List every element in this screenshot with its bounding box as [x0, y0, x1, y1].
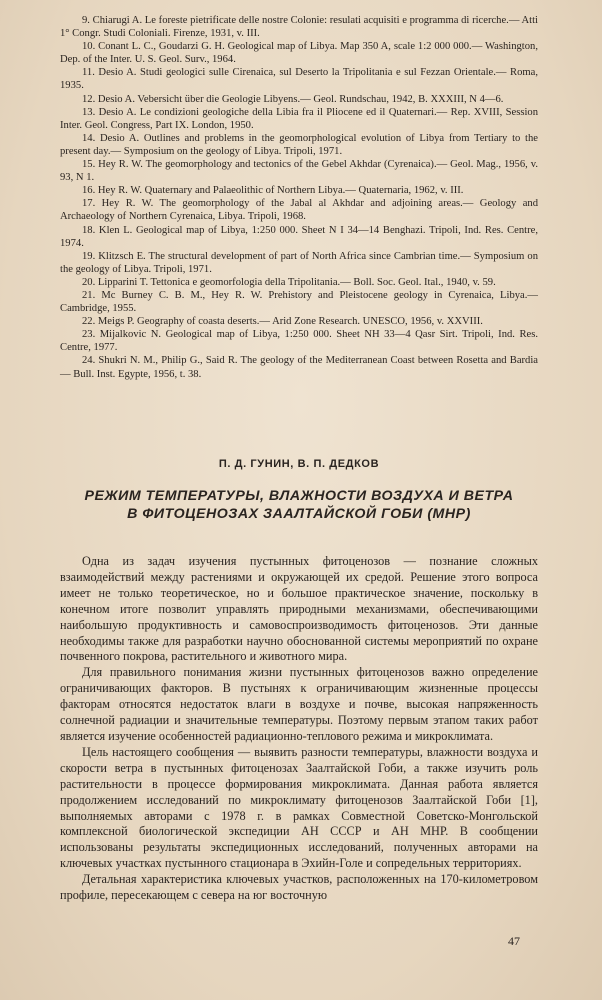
reference-list	[60, 14, 538, 381]
reference-item: 17. Hey R. W. The geomorphology of the Jabal al Akhdar and adjoining areas.— Geology and Archaeology of Northern Cyrenaica, Libya. Tripoli, 1968.	[60, 198, 538, 223]
reference-item: 14. Desio A. Outlines and problems in the geomorphological evolution of Libya from Tertiary to the present day.— Symposium on the geology of Libya. Tripoli, 1971.	[60, 132, 538, 157]
body-paragraph: Цель настоящего сообщения — выявить разности температуры, влажности воздуха и скорости ветра в пустынных фитоценозах Заалтайской Гоби, а также изучить роль растительности в процессе формирования микроклимата. Данная работа является продолжением исследований по микроклимату фитоценозов Заалтайской Гоби [1], выполняемых авторами с 1978 г. в рамках Совместной Советско-Монгольской комплексной биологической экспедиции АН СССР и АН МНР. В сообщении использованы результаты экспедиционных исследований, полученных авторами на ключевых участках пустынного стационара в Эхийн-Голе и сопредельных территориях.	[60, 744, 538, 871]
body-paragraph: Для правильного понимания жизни пустынных фитоценозов важно определение ограничивающих факторов. В пустынях к ограничивающим жизненные процессы факторам относятся недостаток влаги в воздухе и почве, высокая напряженность солнечной радиации и значительные температуры. Поэтому первым этапом таких работ является изучение особенностей радиационно-теплового режима и микроклимата.	[60, 665, 538, 743]
reference-item: 12. Desio A. Vebersicht über die Geologie Libyens.— Geol. Rundschau, 1942, B. XXXIII, N 4—6.	[82, 93, 504, 105]
reference-item: 21. Mc Burney C. B. M., Hey R. W. Prehistory and Pleistocene geology in Cyrenaica, Libya.— Cambridge, 1955.	[60, 289, 538, 315]
reference-item: 18. Klen L. Geological map of Libya, 1:250 000. Sheet N I 34—14 Benghazi. Tripoli, Ind. Res. Centre, 1974.	[60, 224, 538, 249]
article-title-line: В ФИТОЦЕНОЗАХ ЗААЛТАЙСКОЙ ГОБИ (МНР)	[127, 506, 471, 522]
page-number: 47	[508, 934, 520, 948]
article-title	[60, 487, 538, 523]
reference-item: 20. Lipparini T. Tettonica e geomorfologia della Tripolitania.— Boll. Soc. Geol. Ital., 1940, v. 59.	[82, 276, 496, 288]
reference-item: 22. Meigs P. Geography of coasta deserts.— Arid Zone Research. UNESCO, 1956, v. XXVIII.	[82, 316, 483, 328]
reference-item: 23. Mijalkovic N. Geological map of Libya, 1:250 000. Sheet NH 33—4 Qasr Sirt. Tripoli, Ind. Res. Centre, 1977.	[60, 329, 538, 354]
reference-item: 9. Chiarugi A. Le foreste pietrificate delle nostre Colonie: resulati acquisiti e programma di ricerche.— Atti 1° Congr. Studi Coloniali. Firenze, 1931, v. III.	[60, 15, 538, 40]
reference-item: 10. Conant L. C., Goudarzi G. H. Geological map of Libya. Map 350 A, scale 1:2 000 000.— Washington, Dep. of the Inter. U. S. Geol. Surv., 1964.	[60, 41, 538, 66]
reference-item: 16. Hey R. W. Quaternary and Palaeolithic of Northern Libya.— Quaternaria, 1962, v. III.	[82, 185, 464, 197]
body-paragraph: Детальная характеристика ключевых участков, расположенных на 170-километровом профиле, пересекающем с севера на юг восточную	[60, 872, 538, 903]
article-body	[60, 554, 538, 904]
reference-item: 15. Hey R. W. The geomorphology and tectonics of the Gebel Akhdar (Cyrenaica).— Geol. Mag., 1956, v. 93, N 1.	[60, 159, 538, 184]
reference-item: 24. Shukri N. M., Philip G., Said R. The geology of the Mediterranean Coast between Rosetta and Bardia — Bull. Inst. Egypte, 1956, t. 38.	[60, 355, 538, 380]
reference-item: 11. Desio A. Studi geologici sulle Cirenaica, sul Deserto la Tripolitania e sul Fezzan Orientale.— Roma, 1935.	[60, 67, 538, 92]
reference-item: 19. Klitzsch E. The structural development of part of North Africa since Cambrian time.— Symposium on the geology of Libya. Tripoli, 1971.	[60, 250, 538, 275]
body-paragraph: Одна из задач изучения пустынных фитоценозов — познание сложных взаимодействий между растениями и окружающей их средой. Решение этого вопроса имеет не только теоретическое, но и большое практическое значение, поскольку в конечном итоге позволит управлять природными механизмами, обеспечивающими наибольшую продуктивность и самовоспроизводимость фитоценозов. Эти данные необходимы также для разработки научно обоснованной системы мероприятий по охране почвенного покрова, растительного и животного мира.	[60, 554, 538, 664]
article-authors: П. Д. ГУНИН, В. П. ДЕДКОВ	[218, 458, 380, 470]
reference-item: 13. Desio A. Le condizioni geologiche della Libia fra il Pliocene ed il Quaternari.— Rep. XVIII, Session Inter. Geol. Congress, Part IX. London, 1950.	[60, 106, 538, 131]
article-title-line: РЕЖИМ ТЕМПЕРАТУРЫ, ВЛАЖНОСТИ ВОЗДУХА И ВЕТРА	[84, 488, 514, 504]
